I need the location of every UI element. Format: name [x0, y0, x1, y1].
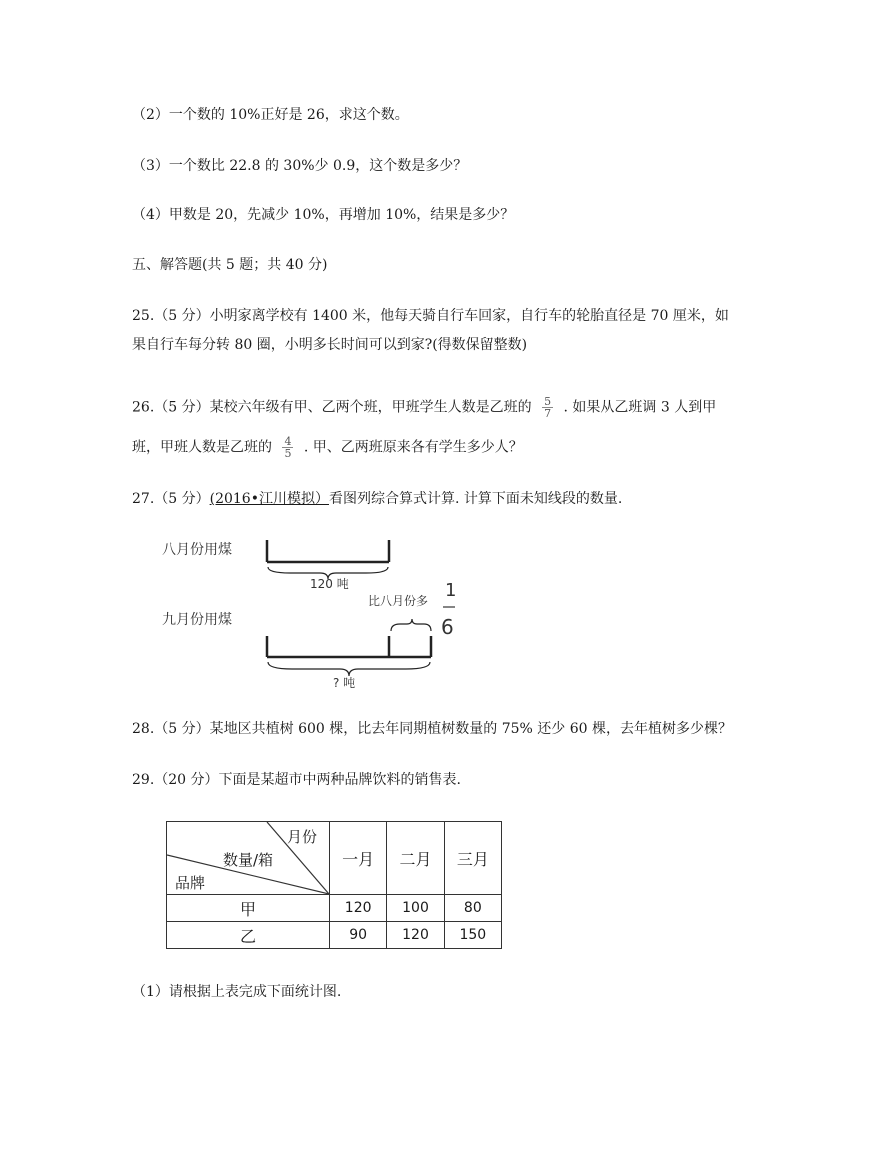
- september-coal-label: 九月份用煤: [162, 612, 232, 628]
- question-26-line-1: [132, 396, 716, 419]
- table-corner-cell: [167, 822, 330, 895]
- value-cell: 120: [387, 922, 444, 949]
- question-26-text-c: 班，甲班人数是乙班的: [132, 439, 272, 456]
- table-header-row: [167, 822, 502, 895]
- question-26-text-a: 26.（5 分）某校六年级有甲、乙两个班，甲班学生人数是乙班的: [132, 399, 532, 416]
- august-segment: [267, 540, 389, 562]
- brand-cell: 甲: [167, 895, 330, 922]
- value-cell: 80: [444, 895, 501, 922]
- month-header-2: 二月: [387, 822, 444, 895]
- corner-label-brand: 品牌: [175, 874, 206, 892]
- sales-table: [166, 821, 502, 949]
- section-5-heading: 五、解答题(共 5 题；共 40 分): [132, 257, 328, 273]
- question-25-line-1: 25.（5 分）小明家离学校有 1400 米，他每天骑自行车回家，自行车的轮胎直径是 70 厘米，如: [132, 308, 729, 324]
- question-29-line: 29.（20 分）下面是某超市中两种品牌饮料的销售表.: [132, 772, 461, 788]
- question-26-text-d: . 甲、乙两班原来各有学生多少人？: [303, 439, 523, 456]
- question-4-part-4: （4）甲数是 20，先减少 10%，再增加 10%，结果是多少？: [132, 207, 515, 223]
- question-4-part-2: （2）一个数的 10%正好是 26，求这个数。: [132, 107, 409, 123]
- question-26-text-b: . 如果从乙班调 3 人到甲: [563, 399, 717, 416]
- question-27-text: 看图列综合算式计算. 计算下面未知线段的数量.: [328, 491, 623, 507]
- question-27-prefix: 27.（5 分）: [132, 491, 210, 507]
- question-27-source-link[interactable]: (2016•江川模拟）: [209, 491, 329, 507]
- month-header-3: 三月: [444, 822, 501, 895]
- september-segment: [267, 636, 431, 657]
- sales-table-container: [166, 821, 502, 947]
- value-cell: 90: [330, 922, 387, 949]
- coal-usage-diagram: [160, 530, 480, 695]
- august-value-label: 120 吨: [310, 577, 349, 591]
- value-cell: 150: [444, 922, 501, 949]
- brand-cell: 乙: [167, 922, 330, 949]
- corner-label-month: 月份: [287, 828, 318, 846]
- question-29-part-1: （1）请根据上表完成下面统计图.: [132, 984, 342, 1000]
- fraction-denominator: 5: [284, 447, 292, 460]
- september-brace: [268, 662, 430, 676]
- fraction-numerator: 5: [544, 395, 552, 408]
- table-row: [167, 922, 502, 949]
- value-cell: 100: [387, 895, 444, 922]
- one-sixth-numerator: 1: [445, 580, 457, 601]
- september-value-label: ? 吨: [333, 676, 356, 690]
- more-than-august-label: 比八月份多: [368, 594, 429, 608]
- table-row: [167, 895, 502, 922]
- fraction-four-fifths: [282, 436, 293, 459]
- question-28-line: 28.（5 分）某地区共植树 600 棵，比去年同期植树数量的 75% 还少 60 棵，去年植树多少棵？: [132, 721, 732, 737]
- question-27-line: [132, 489, 622, 509]
- corner-label-quantity: 数量/箱: [223, 851, 274, 869]
- question-4-part-3: （3）一个数比 22.8 的 30%少 0.9，这个数是多少？: [132, 158, 468, 174]
- fraction-numerator: 4: [284, 435, 292, 448]
- extra-segment-brace: [391, 619, 431, 631]
- fraction-five-sevenths: [542, 396, 553, 419]
- fraction-denominator: 7: [544, 407, 552, 420]
- one-sixth-denominator: 6: [441, 615, 454, 639]
- question-26-line-2: [132, 436, 523, 459]
- value-cell: 120: [330, 895, 387, 922]
- question-25-line-2: 果自行车每分转 80 圈，小明多长时间可以到家?(得数保留整数): [132, 337, 528, 353]
- august-coal-label: 八月份用煤: [162, 542, 232, 558]
- month-header-1: 一月: [330, 822, 387, 895]
